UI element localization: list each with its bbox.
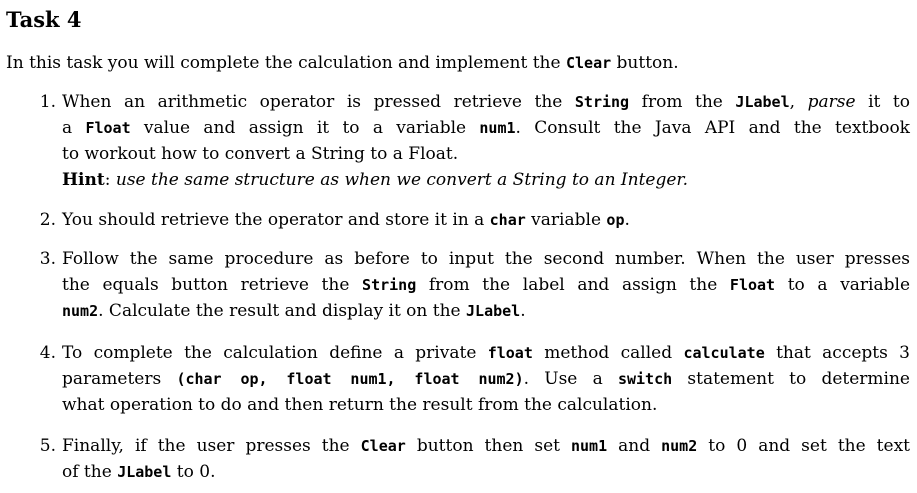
inline-code: JLabel xyxy=(735,93,790,111)
text-line: to workout how to convert a String to a Float. xyxy=(62,144,459,164)
inline-code: String xyxy=(362,276,417,294)
text-run: parameters xyxy=(62,369,177,389)
text-line xyxy=(62,459,910,485)
intro-text: In this task you will complete the calculation and implement the xyxy=(6,53,566,73)
list-item-body xyxy=(62,433,910,485)
text-line xyxy=(62,89,910,115)
inline-code: num1 xyxy=(479,119,516,137)
list-item-number: 2. xyxy=(39,210,56,230)
text-run: it to xyxy=(855,92,910,112)
text-run: of the xyxy=(62,462,118,482)
text-run: to a variable xyxy=(775,275,911,295)
text-line: what operation to do and then return the result from the calculation. xyxy=(62,395,658,415)
text-run: that accepts 3 xyxy=(764,343,910,363)
inline-code: char xyxy=(489,211,526,229)
emphasis-text: parse xyxy=(807,92,856,112)
text-run: a xyxy=(62,118,86,138)
text-run: variable xyxy=(525,210,607,230)
text-run: To complete the calculation define a private xyxy=(62,343,488,363)
hint-text: use the same structure as when we convert a String to an Integer. xyxy=(110,170,689,190)
inline-code: Float xyxy=(729,276,776,294)
inline-code: String xyxy=(574,93,630,111)
text-line xyxy=(62,433,910,459)
text-line xyxy=(62,340,910,366)
task-intro xyxy=(6,51,679,75)
list-item-body xyxy=(62,340,910,418)
text-run: When an arithmetic operator is pressed retrieve the xyxy=(62,92,575,112)
text-run: value and assign it to a variable xyxy=(130,118,480,138)
text-run: . Use a xyxy=(523,369,618,389)
text-line xyxy=(62,298,910,324)
inline-code: Clear xyxy=(360,437,406,455)
intro-text: button. xyxy=(611,53,679,73)
inline-code: JLabel xyxy=(117,463,172,481)
text-run: from the label and assign the xyxy=(416,275,730,295)
list-item-body xyxy=(62,207,910,233)
list-item-body xyxy=(62,246,910,324)
hint-label: Hint xyxy=(62,170,105,190)
text-run: . Consult the Java API and the textbook xyxy=(515,118,910,138)
text-run: . xyxy=(624,210,630,230)
list-item-number: 4. xyxy=(39,343,56,363)
inline-code: (char op, float num1, float num2) xyxy=(176,370,524,388)
inline-code: num2 xyxy=(62,302,99,320)
text-run: and xyxy=(607,436,662,456)
list-item-body xyxy=(62,89,910,193)
text-run: , xyxy=(789,92,808,112)
text-run: Finally, if the user presses the xyxy=(62,436,361,456)
hint-line xyxy=(62,167,910,193)
text-run: . Calculate the result and display it on the xyxy=(98,301,467,321)
text-line xyxy=(62,272,910,298)
text-run: statement to determine xyxy=(672,369,910,389)
task-title: Task 4 xyxy=(6,7,82,32)
text-run: : xyxy=(104,170,111,190)
text-run: You should retrieve the operator and store it in a xyxy=(62,210,490,230)
text-run: . xyxy=(520,301,526,321)
inline-code: num1 xyxy=(570,437,608,455)
inline-code: Clear xyxy=(565,54,612,72)
text-run: from the xyxy=(629,92,736,112)
inline-code: num2 xyxy=(661,437,698,455)
inline-code: op xyxy=(606,211,625,229)
list-item-number: 3. xyxy=(39,249,56,269)
inline-code: calculate xyxy=(683,344,765,362)
inline-code: float xyxy=(487,344,533,362)
text-run: button then set xyxy=(405,436,571,456)
list-item-number: 5. xyxy=(39,436,56,456)
text-line xyxy=(62,366,910,392)
text-run: to 0 and set the text xyxy=(697,436,910,456)
list-item-number: 1. xyxy=(39,92,56,112)
inline-code: Float xyxy=(85,119,131,137)
text-run: the equals button retrieve the xyxy=(62,275,363,295)
text-run: method called xyxy=(532,343,684,363)
text-line: Follow the same procedure as before to input the second number. When the user presses xyxy=(62,249,910,269)
inline-code: switch xyxy=(617,370,673,388)
inline-code: JLabel xyxy=(466,302,521,320)
text-run: to 0. xyxy=(171,462,216,482)
text-line xyxy=(62,115,910,141)
text-line xyxy=(62,207,910,233)
